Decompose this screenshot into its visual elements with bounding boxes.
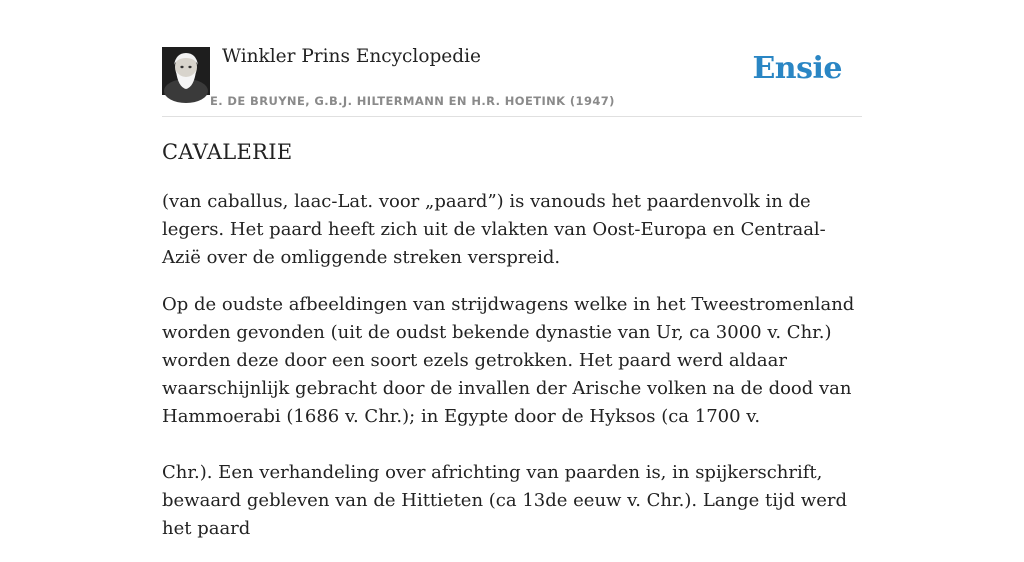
article-title: CAVALERIE [162,140,293,164]
brand-logo[interactable]: Ensie [752,51,842,86]
author-portrait-icon [162,47,210,95]
article [162,140,862,562]
source-title[interactable]: Winkler Prins Encyclopedie [222,46,481,67]
source-header [162,46,862,117]
article-paragraph: Op de oudste afbeeldingen van strijdwagens welke in het Tweestromenland worden gevonden (uit de oudst bekende dynastie van Ur, ca 3000 v. Chr.) worden deze door een soort ezels getrokken. Het paard werd aldaar waarschijnlijk gebracht door de invallen der Arische volken na de dood van Hammoerabi (1686 v. Chr.); in Egypte door de Hyksos (ca 1700 v. [162,294,855,427]
article-paragraph: (van caballus, laac-Lat. voor „paard”) is vanouds het paardenvolk in de legers. Het paard heeft zich uit de vlakten van Oost-Europa en Centraal-Azië over de omliggende streken verspreid. [162,191,826,268]
article-paragraph: Chr.). Een verhandeling over africhting van paarden is, in spijkerschrift, bewaard gebleven van de Hittieten (ca 13de eeuw v. Chr.). Lange tijd werd het paard [162,462,847,539]
source-authors: E. DE BRUYNE, G.B.J. HILTERMANN EN H.R. HOETINK (1947) [210,94,615,108]
